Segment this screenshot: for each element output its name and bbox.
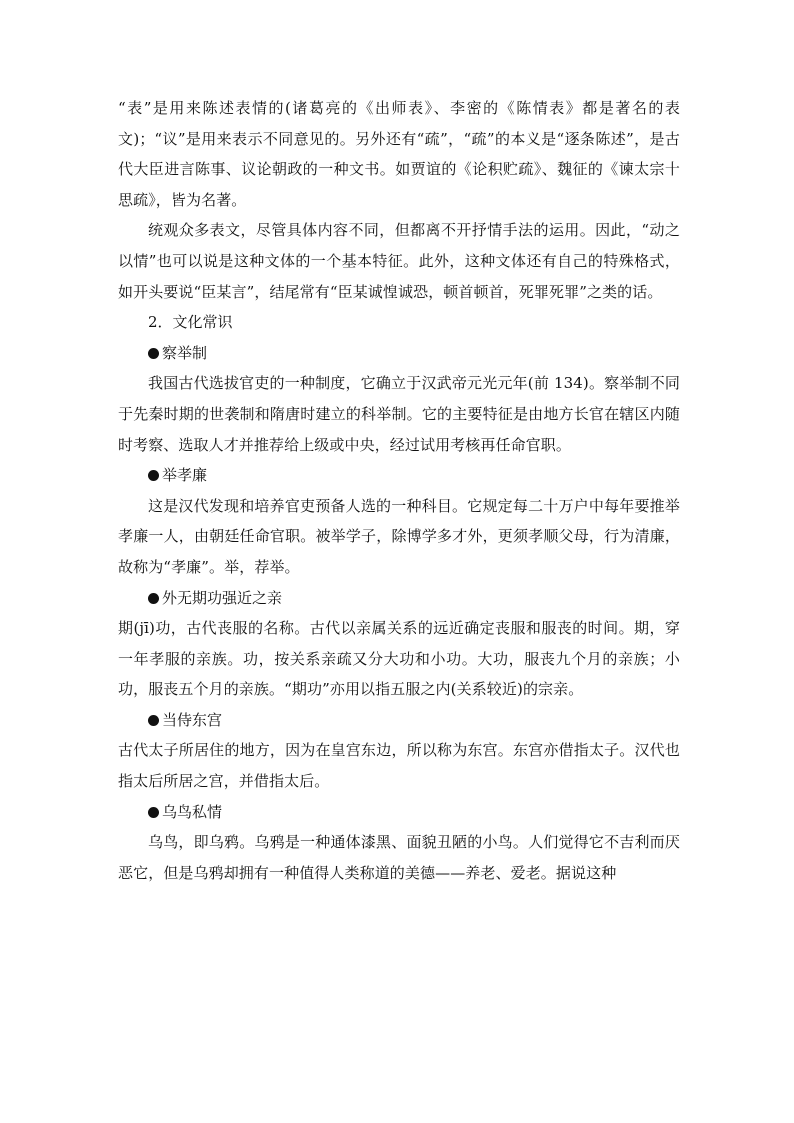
document-page: [118, 93, 680, 888]
glossary-term: [118, 583, 680, 614]
glossary-entry-4: [118, 705, 680, 797]
glossary-term-text: 外无期功强近之亲: [162, 588, 283, 607]
glossary-entry-3: [118, 583, 680, 705]
glossary-term-text: 当侍东宫: [162, 710, 223, 729]
glossary-entry-2: [118, 460, 680, 582]
glossary-term-text: 乌鸟私情: [162, 802, 223, 821]
glossary-term-text: 举孝廉: [162, 466, 208, 485]
bullet-dot-icon: [148, 348, 159, 359]
glossary-term: [118, 705, 680, 736]
bullet-dot-icon: [148, 593, 159, 604]
glossary-entry-5: [118, 797, 680, 889]
glossary-entry-1: [118, 338, 680, 460]
glossary-term: [118, 797, 680, 828]
glossary-definition: 这是汉代发现和培养官吏预备人选的一种科目。它规定每二十万户中每年要推举孝廉一人，由朝廷任命官职。被举学子，除博学多才外，更须孝顺父母，行为清廉，故称为“孝廉”。举，荐举。: [118, 496, 680, 576]
intro-paragraph-2: 统观众多表文，尽管具体内容不同，但都离不开抒情手法的运用。因此，“动之以情”也可以说是这种文体的一个基本特征。此外，这种文体还有自己的特殊格式，如开头要说“臣某言”，结尾常有“臣某诚惶诚恐，顿首顿首，死罪死罪”之类的话。: [118, 221, 680, 301]
glossary-definition: 我国古代选拔官吏的一种制度，它确立于汉武帝元光元年(前 134)。察举制不同于先秦时期的世袭制和隋唐时建立的科举制。它的主要特征是由地方长官在辖区内随时考察、选取人才并推荐给上级或中央，经过试用考核再任命官职。: [118, 374, 680, 454]
glossary-term: [118, 460, 680, 491]
section-heading: 2．文化常识: [148, 313, 233, 332]
bullet-dot-icon: [148, 470, 159, 481]
glossary-definition: 古代太子所居住的地方，因为在皇宫东边，所以称为东宫。东宫亦借指太子。汉代也指太后所居之宫，并借指太后。: [118, 741, 680, 791]
glossary-term-text: 察举制: [162, 343, 208, 362]
glossary-definition: 期(jī)功，古代丧服的名称。古代以亲属关系的远近确定丧服和服丧的时间。期，穿一年孝服的亲族。功，按关系亲疏又分大功和小功。大功，服丧九个月的亲族；小功，服丧五个月的亲族。“期功”亦用以指五服之内(关系较近)的宗亲。: [118, 619, 680, 699]
bullet-dot-icon: [148, 715, 159, 726]
intro-paragraph-1: “表”是用来陈述表情的(诸葛亮的《出师表》、李密的《陈情表》都是著名的表文)；“议”是用来表示不同意见的。另外还有“疏”，“疏”的本义是“逐条陈述”，是古代大臣进言陈事、议论朝政的一种文书。如贾谊的《论积贮疏》、魏征的《谏太宗十思疏》，皆为名著。: [118, 99, 680, 209]
glossary-term: [118, 338, 680, 369]
bullet-dot-icon: [148, 807, 159, 818]
glossary-definition: 乌鸟，即乌鸦。乌鸦是一种通体漆黑、面貌丑陋的小鸟。人们觉得它不吉利而厌恶它，但是乌鸦却拥有一种值得人类称道的美德——养老、爱老。据说这种: [118, 833, 680, 882]
